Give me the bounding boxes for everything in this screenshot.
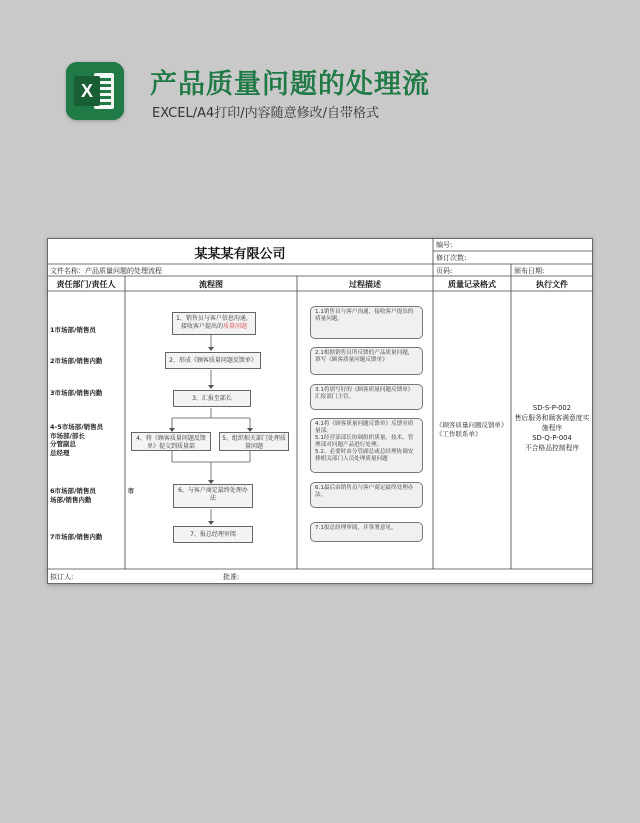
process-desc-1: 1.1销售员与客户沟通，接收客户提出的质量问题。 bbox=[310, 306, 423, 339]
flow-step-1-text-c: 质量问题 bbox=[223, 322, 248, 330]
column-header-flow: 流程图 bbox=[199, 280, 223, 289]
process-desc-4-5: 4.1将《顾客质量问题反馈单》反馈至质量部。 5.1经营部部长协调组织质量、技术、管理部对问题产品进行处理。 5.2、必要时由分管副总或总经理协调安排相关部门人员处理质量问题 bbox=[310, 418, 423, 473]
flow-step-1-text-a: 1、销售员与客户信息沟通， bbox=[176, 315, 252, 322]
column-header-dept: 责任部门/责任人 bbox=[56, 280, 116, 289]
page-label: 页码: bbox=[436, 267, 453, 275]
company-name: 某某某有限公司 bbox=[194, 247, 286, 262]
quality-records: 《顾客质量问题反馈单》 《工作联系单》 bbox=[436, 421, 508, 438]
number-label: 编号: bbox=[436, 241, 453, 249]
page-title: 产品质量问题的处理流 bbox=[150, 69, 430, 100]
role-6: 6市场部/销售员 市 场部/销售内勤 bbox=[50, 487, 135, 504]
flow-step-7: 7、报总经理审阅 bbox=[173, 526, 253, 543]
column-header-process: 过程描述 bbox=[349, 280, 381, 289]
exec-files: SD-S-P-002 售后服务和顾客满意度实施程序 SD-Q-P-004 不合格品控制程序 bbox=[514, 404, 590, 452]
process-desc-7: 7.1报总经理审阅，并签署意见。 bbox=[310, 522, 423, 542]
spreadsheet-preview bbox=[47, 238, 593, 584]
process-desc-3: 3.1将填写好的《顾客质量问题反馈单》汇报部门主管。 bbox=[310, 384, 423, 410]
process-desc-6: 6.1最后由销售员与客户商定最终处理办法。 bbox=[310, 482, 423, 508]
process-desc-2: 2.1根据销售员所反馈的产品质量问题，填写《顾客质量问题反馈单》 bbox=[310, 347, 423, 375]
issue-date-label: 颁布日期: bbox=[514, 267, 545, 275]
excel-icon bbox=[66, 62, 124, 120]
flow-step-1 bbox=[172, 312, 256, 335]
page-subtitle: EXCEL/A4打印/内容随意修改/自带格式 bbox=[152, 106, 380, 121]
file-name: 文件名称：产品质量问题的处理流程 bbox=[50, 267, 162, 275]
product-banner bbox=[0, 0, 640, 150]
role-3: 3市场部/销售内勤 bbox=[50, 389, 103, 397]
drafter-label: 拟订人: bbox=[50, 573, 74, 581]
flow-step-2: 2、形成《顾客质量问题反馈单》 bbox=[165, 352, 261, 369]
revision-label: 修订次数: bbox=[436, 254, 467, 262]
excel-icon-letter: X bbox=[80, 81, 94, 101]
flow-step-5: 5、组织相关部门处理质量问题 bbox=[219, 432, 289, 451]
flow-step-3: 3、汇报至部长 bbox=[173, 390, 251, 407]
flow-step-6: 6、与客户商定最终处理办法 bbox=[173, 484, 253, 508]
role-1: 1市场部/销售员 bbox=[50, 326, 96, 334]
role-4-5: 4-5市场部/销售员 市场部/部长 分管副总 总经理 bbox=[50, 423, 104, 457]
role-7: 7市场部/销售内勤 bbox=[50, 533, 103, 541]
flow-step-1-text-b: 接收客户提出的 bbox=[180, 322, 223, 330]
flow-step-4: 4、将《顾客质量问题反馈单》提交到质量部 bbox=[131, 432, 211, 451]
column-header-exec: 执行文件 bbox=[536, 280, 568, 289]
role-2: 2市场部/销售内勤 bbox=[50, 357, 103, 365]
column-header-record: 质量记录格式 bbox=[448, 280, 496, 289]
approver-label: 批准: bbox=[223, 573, 240, 581]
